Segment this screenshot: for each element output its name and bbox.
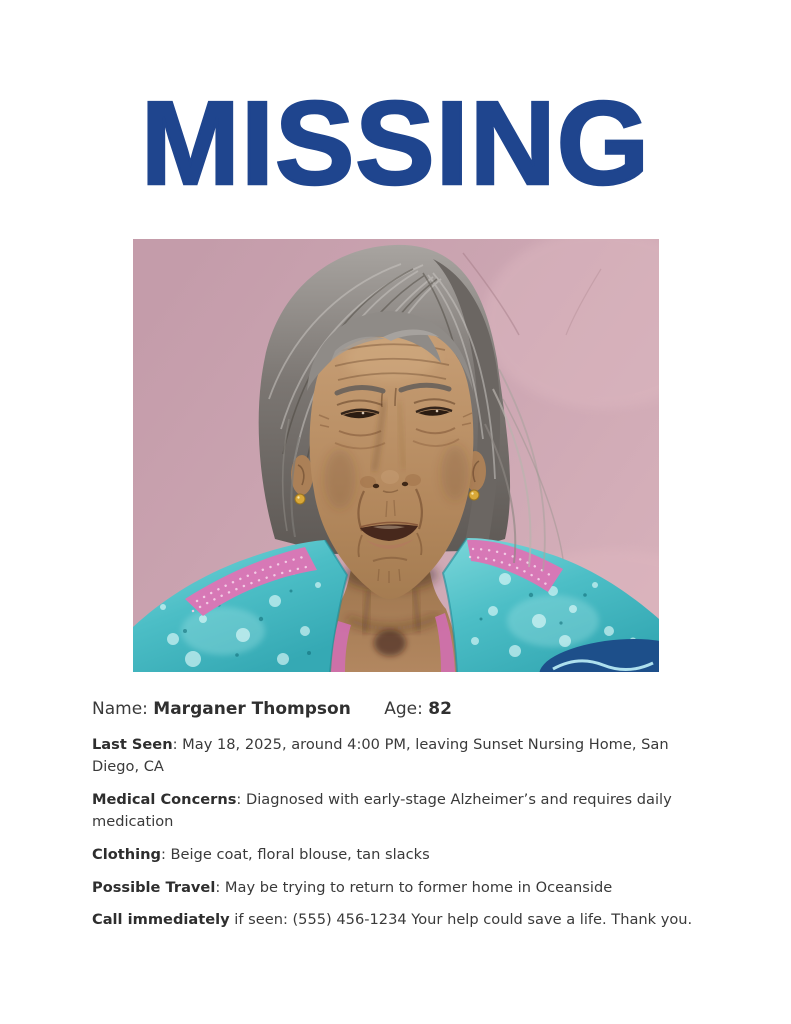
name-age-row [92,698,699,720]
field-possible-travel-text: May be trying to return to former home in Oceanside [224,878,613,896]
poster-page [0,77,791,1024]
missing-person-photo [133,239,659,672]
field-clothing-label: Clothing [92,845,161,863]
field-medical-concerns-text: Diagnosed with early-stage Alzheimer’s and requires daily medication [92,790,672,830]
field-call-immediately-text: if seen: (555) 456-1234 Your help could save a life. Thank you. [234,911,693,929]
field-possible-travel-sep: : [215,878,225,896]
field-last-seen [92,734,699,778]
field-last-seen-label: Last Seen [92,736,173,754]
field-last-seen-text: May 18, 2025, around 4:00 PM, leaving Sunset Nursing Home, San Diego, CA [92,736,669,775]
field-possible-travel-label: Possible Travel [92,878,216,896]
field-clothing [92,844,699,866]
name-label: Name: [92,699,148,719]
name-value: Marganer Thompson [153,699,351,719]
age-label: Age: [384,699,423,719]
field-last-seen-sep: : [172,736,183,754]
field-call-immediately [92,909,699,931]
field-medical-concerns-sep: : [236,790,246,808]
age-value: 82 [428,699,452,719]
field-medical-concerns [92,789,699,833]
poster-title: MISSING [140,77,651,210]
field-clothing-sep: : [160,845,171,863]
info-section [92,698,699,931]
field-possible-travel [92,877,699,899]
field-call-immediately-label: Call immediately [92,911,230,929]
field-medical-concerns-label: Medical Concerns [92,790,237,808]
field-clothing-text: Beige coat, floral blouse, tan slacks [170,845,430,863]
